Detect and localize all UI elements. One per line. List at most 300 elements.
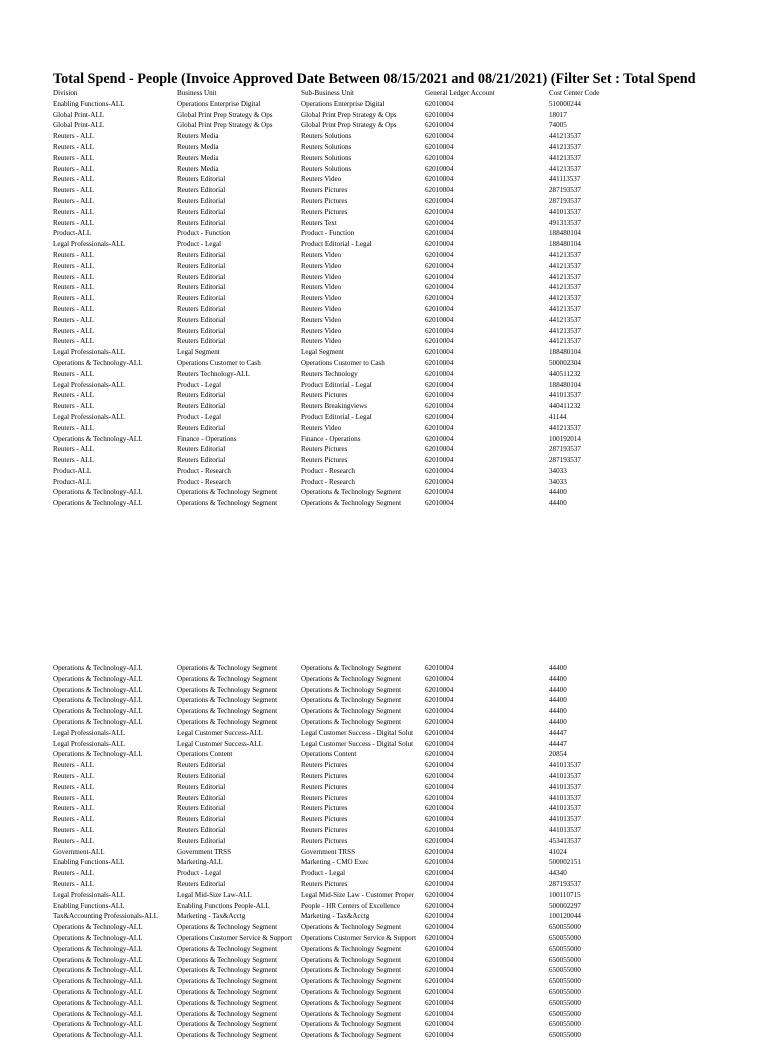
sub-business-unit-cell: Operations & Technology Segment bbox=[301, 696, 402, 705]
business-unit-cell: Reuters Media bbox=[177, 153, 219, 162]
business-unit-cell: Operations & Technology Segment bbox=[177, 998, 278, 1007]
cost-center-code-cell: 650055000 bbox=[549, 1031, 581, 1040]
division-cell: Reuters - ALL bbox=[53, 294, 94, 303]
table-row bbox=[53, 976, 758, 987]
division-cell: Reuters - ALL bbox=[53, 782, 94, 791]
division-cell: Reuters - ALL bbox=[53, 142, 94, 151]
general-ledger-account-cell: 62010004 bbox=[425, 488, 454, 497]
division-cell: Reuters - ALL bbox=[53, 771, 94, 780]
division-cell: Reuters - ALL bbox=[53, 153, 94, 162]
division-cell: Reuters - ALL bbox=[53, 207, 94, 216]
sub-business-unit-cell: Product - Legal bbox=[301, 869, 346, 878]
cost-center-code-cell: 491313537 bbox=[549, 218, 581, 227]
business-unit-cell: Reuters Editorial bbox=[177, 815, 226, 824]
sub-business-unit-cell: Operations Content bbox=[301, 750, 357, 759]
business-unit-cell: Reuters Editorial bbox=[177, 337, 226, 346]
cost-center-code-cell: 510000244 bbox=[549, 99, 581, 108]
table-row bbox=[53, 336, 758, 347]
table-row bbox=[53, 99, 758, 110]
sub-business-unit-cell: Reuters Pictures bbox=[301, 391, 348, 400]
sub-business-unit-cell: Reuters Video bbox=[301, 423, 342, 432]
cost-center-code-cell: 100192014 bbox=[549, 434, 581, 443]
division-cell: Operations & Technology-ALL bbox=[53, 933, 143, 942]
division-cell: Legal Professionals-ALL bbox=[53, 728, 125, 737]
sub-business-unit-cell: Product - Research bbox=[301, 466, 355, 475]
cost-center-code-cell: 441213537 bbox=[549, 142, 581, 151]
cost-center-code-cell: 41024 bbox=[549, 847, 567, 856]
cost-center-code-cell: 500002304 bbox=[549, 358, 581, 367]
sub-business-unit-cell: Legal Segment bbox=[301, 348, 344, 357]
general-ledger-account-cell: 62010004 bbox=[425, 391, 454, 400]
general-ledger-account-cell: 62010004 bbox=[425, 685, 454, 694]
table-row bbox=[53, 868, 758, 879]
general-ledger-account-cell: 62010004 bbox=[425, 326, 454, 335]
business-unit-cell: Reuters Editorial bbox=[177, 175, 226, 184]
business-unit-cell: Reuters Editorial bbox=[177, 218, 226, 227]
cost-center-code-cell: 441213537 bbox=[549, 304, 581, 313]
table-row bbox=[53, 944, 758, 955]
division-cell: Reuters - ALL bbox=[53, 869, 94, 878]
sub-business-unit-cell: Operations & Technology Segment bbox=[301, 955, 402, 964]
general-ledger-account-cell: 62010004 bbox=[425, 121, 454, 130]
sub-business-unit-cell: Reuters Pictures bbox=[301, 793, 348, 802]
cost-center-code-cell: 441213537 bbox=[549, 423, 581, 432]
general-ledger-account-cell: 62010004 bbox=[425, 456, 454, 465]
business-unit-cell: Product - Function bbox=[177, 229, 231, 238]
cost-center-code-cell: 650055000 bbox=[549, 977, 581, 986]
table-row bbox=[53, 728, 758, 739]
general-ledger-account-cell: 62010004 bbox=[425, 836, 454, 845]
table-row bbox=[53, 717, 758, 728]
business-unit-cell: Product - Legal bbox=[177, 869, 222, 878]
division-cell: Legal Professionals-ALL bbox=[53, 890, 125, 899]
sub-business-unit-cell: Reuters Pictures bbox=[301, 196, 348, 205]
cost-center-code-cell: 287193537 bbox=[549, 186, 581, 195]
sub-business-unit-cell: Reuters Pictures bbox=[301, 825, 348, 834]
general-ledger-account-cell: 62010004 bbox=[425, 315, 454, 324]
division-cell: Government-ALL bbox=[53, 847, 105, 856]
business-unit-cell: Operations & Technology Segment bbox=[177, 955, 278, 964]
cost-center-code-cell: 650055000 bbox=[549, 955, 581, 964]
sub-business-unit-cell: Reuters Video bbox=[301, 304, 342, 313]
table-row bbox=[53, 901, 758, 912]
division-cell: Operations & Technology-ALL bbox=[53, 696, 143, 705]
general-ledger-account-cell: 62010004 bbox=[425, 977, 454, 986]
sub-business-unit-cell: Operations Enterprise Digital bbox=[301, 99, 385, 108]
general-ledger-account-cell: 62010004 bbox=[425, 466, 454, 475]
sub-business-unit-cell: Reuters Pictures bbox=[301, 456, 348, 465]
business-unit-cell: Reuters Editorial bbox=[177, 771, 226, 780]
business-unit-cell: Finance - Operations bbox=[177, 434, 237, 443]
cost-center-code-cell: 287193537 bbox=[549, 196, 581, 205]
general-ledger-account-cell: 62010004 bbox=[425, 283, 454, 292]
business-unit-cell: Reuters Editorial bbox=[177, 315, 226, 324]
general-ledger-account-cell: 62010004 bbox=[425, 186, 454, 195]
division-cell: Enabling Functions-ALL bbox=[53, 901, 125, 910]
general-ledger-account-cell: 62010004 bbox=[425, 955, 454, 964]
table-row bbox=[53, 185, 758, 196]
business-unit-cell: Operations Customer to Cash bbox=[177, 358, 261, 367]
division-cell: Reuters - ALL bbox=[53, 186, 94, 195]
cost-center-code-cell: 650055000 bbox=[549, 933, 581, 942]
sub-business-unit-cell: Global Print Prep Strategy & Ops bbox=[301, 121, 397, 130]
sub-business-unit-cell: Legal Customer Success - Digital Solut bbox=[301, 739, 414, 748]
table-row bbox=[53, 218, 758, 229]
sub-business-unit-cell: Reuters Video bbox=[301, 283, 342, 292]
business-unit-cell: Reuters Editorial bbox=[177, 825, 226, 834]
table-row bbox=[53, 358, 758, 369]
business-unit-cell: Operations Content bbox=[177, 750, 233, 759]
division-cell: Reuters - ALL bbox=[53, 218, 94, 227]
division-cell: Enabling Functions-ALL bbox=[53, 858, 125, 867]
general-ledger-account-cell: 62010004 bbox=[425, 879, 454, 888]
general-ledger-account-cell: 62010004 bbox=[425, 445, 454, 454]
division-cell: Tax&Accounting Professionals-ALL bbox=[53, 912, 158, 921]
general-ledger-account-cell: 62010004 bbox=[425, 164, 454, 173]
general-ledger-account-cell: 62010004 bbox=[425, 771, 454, 780]
sub-business-unit-cell: Operations & Technology Segment bbox=[301, 977, 402, 986]
division-cell: Reuters - ALL bbox=[53, 402, 94, 411]
table-row bbox=[53, 174, 758, 185]
sub-business-unit-cell: Operations & Technology Segment bbox=[301, 944, 402, 953]
general-ledger-account-cell: 62010004 bbox=[425, 804, 454, 813]
sub-business-unit-cell: Operations & Technology Segment bbox=[301, 664, 402, 672]
table-row bbox=[53, 164, 758, 175]
division-cell: Operations & Technology-ALL bbox=[53, 987, 143, 996]
sub-business-unit-cell: Operations & Technology Segment bbox=[301, 499, 402, 508]
table-row bbox=[53, 836, 758, 847]
business-unit-cell: Operations & Technology Segment bbox=[177, 499, 278, 508]
business-unit-cell: Operations & Technology Segment bbox=[177, 664, 278, 672]
general-ledger-account-cell: 62010004 bbox=[425, 674, 454, 683]
division-cell: Operations & Technology-ALL bbox=[53, 664, 143, 672]
division-cell: Reuters - ALL bbox=[53, 250, 94, 259]
business-unit-cell: Reuters Media bbox=[177, 142, 219, 151]
division-cell: Reuters - ALL bbox=[53, 423, 94, 432]
table-row bbox=[53, 455, 758, 466]
division-cell: Operations & Technology-ALL bbox=[53, 1031, 143, 1040]
cost-center-code-cell: 44400 bbox=[549, 674, 567, 683]
cost-center-code-cell: 441213537 bbox=[549, 294, 581, 303]
general-ledger-account-cell: 62010004 bbox=[425, 912, 454, 921]
cost-center-code-cell: 287193537 bbox=[549, 456, 581, 465]
general-ledger-account-cell: 62010004 bbox=[425, 434, 454, 443]
division-cell: Operations & Technology-ALL bbox=[53, 499, 143, 508]
division-cell: Operations & Technology-ALL bbox=[53, 358, 143, 367]
general-ledger-account-cell: 62010004 bbox=[425, 294, 454, 303]
table-row bbox=[53, 142, 758, 153]
business-unit-cell: Reuters Editorial bbox=[177, 250, 226, 259]
division-cell: Operations & Technology-ALL bbox=[53, 977, 143, 986]
table-row bbox=[53, 380, 758, 391]
division-cell: Operations & Technology-ALL bbox=[53, 750, 143, 759]
cost-center-code-cell: 441213537 bbox=[549, 337, 581, 346]
division-cell: Reuters - ALL bbox=[53, 456, 94, 465]
table-row bbox=[53, 401, 758, 412]
general-ledger-account-cell: 62010004 bbox=[425, 250, 454, 259]
division-cell: Reuters - ALL bbox=[53, 283, 94, 292]
table-row bbox=[53, 228, 758, 239]
sub-business-unit-cell: Legal Customer Success - Digital Solut bbox=[301, 728, 414, 737]
general-ledger-account-cell: 62010004 bbox=[425, 229, 454, 238]
cost-center-code-cell: 441013537 bbox=[549, 771, 581, 780]
division-cell: Legal Professionals-ALL bbox=[53, 240, 125, 249]
division-cell: Reuters - ALL bbox=[53, 836, 94, 845]
general-ledger-account-cell: 62010004 bbox=[425, 750, 454, 759]
division-cell: Operations & Technology-ALL bbox=[53, 434, 143, 443]
table-row bbox=[53, 466, 758, 477]
business-unit-cell: Operations & Technology Segment bbox=[177, 1009, 278, 1018]
sub-business-unit-cell: Product Editorial - Legal bbox=[301, 380, 372, 389]
table-row bbox=[53, 434, 758, 445]
cost-center-code-cell: 100110715 bbox=[549, 890, 581, 899]
division-cell: Reuters - ALL bbox=[53, 196, 94, 205]
page-title: Total Spend - People (Invoice Approved Date Between 08/15/2021 and 08/21/2021) (Filter Set : Total Spend bbox=[53, 71, 696, 87]
business-unit-cell: Reuters Editorial bbox=[177, 391, 226, 400]
table-row bbox=[53, 347, 758, 358]
general-ledger-account-cell: 62010004 bbox=[425, 696, 454, 705]
table-row bbox=[53, 1019, 758, 1030]
sub-business-unit-cell: Reuters Pictures bbox=[301, 186, 348, 195]
sub-business-unit-cell: Finance - Operations bbox=[301, 434, 361, 443]
table-row bbox=[53, 706, 758, 717]
cost-center-code-cell: 650055000 bbox=[549, 987, 581, 996]
division-cell: Reuters - ALL bbox=[53, 304, 94, 313]
table-row bbox=[53, 304, 758, 315]
table-row bbox=[53, 412, 758, 423]
table-row bbox=[53, 933, 758, 944]
cost-center-code-cell: 44400 bbox=[549, 499, 567, 508]
table-row bbox=[53, 911, 758, 922]
table-row bbox=[53, 498, 758, 509]
business-unit-cell: Global Print Prep Strategy & Ops bbox=[177, 110, 273, 119]
cost-center-code-cell: 650055000 bbox=[549, 998, 581, 1007]
business-unit-cell: Reuters Editorial bbox=[177, 782, 226, 791]
division-cell: Legal Professionals-ALL bbox=[53, 739, 125, 748]
cost-center-code-cell: 44400 bbox=[549, 707, 567, 716]
cost-center-code-cell: 188480104 bbox=[549, 380, 581, 389]
table-row bbox=[53, 239, 758, 250]
general-ledger-account-cell: 62010004 bbox=[425, 987, 454, 996]
sub-business-unit-cell: Reuters Pictures bbox=[301, 761, 348, 770]
business-unit-cell: Product - Research bbox=[177, 477, 231, 486]
column-header-division: Division bbox=[53, 89, 78, 97]
sub-business-unit-cell: Product - Research bbox=[301, 477, 355, 486]
sub-business-unit-cell: Reuters Text bbox=[301, 218, 337, 227]
cost-center-code-cell: 441213537 bbox=[549, 315, 581, 324]
division-cell: Reuters - ALL bbox=[53, 175, 94, 184]
general-ledger-account-cell: 62010004 bbox=[425, 110, 454, 119]
cost-center-code-cell: 441013537 bbox=[549, 761, 581, 770]
cost-center-code-cell: 18017 bbox=[549, 110, 567, 119]
cost-center-code-cell: 441013537 bbox=[549, 391, 581, 400]
cost-center-code-cell: 440411232 bbox=[549, 402, 581, 411]
business-unit-cell: Legal Customer Success-ALL bbox=[177, 739, 263, 748]
business-unit-cell: Operations & Technology Segment bbox=[177, 1031, 278, 1040]
sub-business-unit-cell: Reuters Video bbox=[301, 175, 342, 184]
business-unit-cell: Marketing-ALL bbox=[177, 858, 223, 867]
cost-center-code-cell: 74005 bbox=[549, 121, 567, 130]
cost-center-code-cell: 441013537 bbox=[549, 207, 581, 216]
cost-center-code-cell: 650055000 bbox=[549, 966, 581, 975]
table-row bbox=[53, 477, 758, 488]
cost-center-code-cell: 441213537 bbox=[549, 132, 581, 141]
business-unit-cell: Reuters Editorial bbox=[177, 304, 226, 313]
business-unit-cell: Reuters Editorial bbox=[177, 423, 226, 432]
general-ledger-account-cell: 62010004 bbox=[425, 966, 454, 975]
general-ledger-account-cell: 62010004 bbox=[425, 739, 454, 748]
division-cell: Reuters - ALL bbox=[53, 815, 94, 824]
division-cell: Product-ALL bbox=[53, 466, 92, 475]
sub-business-unit-cell: Reuters Video bbox=[301, 315, 342, 324]
cost-center-code-cell: 34033 bbox=[549, 477, 567, 486]
general-ledger-account-cell: 62010004 bbox=[425, 664, 454, 672]
sub-business-unit-cell: Operations Customer to Cash bbox=[301, 358, 385, 367]
table-row bbox=[53, 749, 758, 760]
division-cell: Reuters - ALL bbox=[53, 272, 94, 281]
division-cell: Operations & Technology-ALL bbox=[53, 966, 143, 975]
division-cell: Reuters - ALL bbox=[53, 879, 94, 888]
general-ledger-account-cell: 62010004 bbox=[425, 423, 454, 432]
table-row bbox=[53, 847, 758, 858]
division-cell: Legal Professionals-ALL bbox=[53, 380, 125, 389]
cost-center-code-cell: 44400 bbox=[549, 664, 567, 672]
table-row bbox=[53, 760, 758, 771]
division-cell: Operations & Technology-ALL bbox=[53, 674, 143, 683]
sub-business-unit-cell: Reuters Video bbox=[301, 337, 342, 346]
business-unit-cell: Operations Customer Service & Support bbox=[177, 933, 293, 942]
business-unit-cell: Reuters Media bbox=[177, 164, 219, 173]
sub-business-unit-cell: Marketing - Tax&Acctg bbox=[301, 912, 370, 921]
sub-business-unit-cell: Reuters Video bbox=[301, 294, 342, 303]
sub-business-unit-cell: Reuters Pictures bbox=[301, 771, 348, 780]
business-unit-cell: Operations & Technology Segment bbox=[177, 944, 278, 953]
general-ledger-account-cell: 62010004 bbox=[425, 175, 454, 184]
cost-center-code-cell: 441013537 bbox=[549, 804, 581, 813]
business-unit-cell: Product - Legal bbox=[177, 380, 222, 389]
cost-center-code-cell: 650055000 bbox=[549, 923, 581, 932]
business-unit-cell: Operations & Technology Segment bbox=[177, 1020, 278, 1029]
general-ledger-account-cell: 62010004 bbox=[425, 890, 454, 899]
business-unit-cell: Reuters Editorial bbox=[177, 445, 226, 454]
cost-center-code-cell: 440511232 bbox=[549, 369, 581, 378]
business-unit-cell: Reuters Media bbox=[177, 132, 219, 141]
sub-business-unit-cell: Marketing - CMO Exec bbox=[301, 858, 369, 867]
business-unit-cell: Reuters Editorial bbox=[177, 402, 226, 411]
general-ledger-account-cell: 62010004 bbox=[425, 358, 454, 367]
sub-business-unit-cell: Reuters Pictures bbox=[301, 445, 348, 454]
table-row bbox=[53, 282, 758, 293]
general-ledger-account-cell: 62010004 bbox=[425, 815, 454, 824]
sub-business-unit-cell: Reuters Solutions bbox=[301, 132, 352, 141]
division-cell: Reuters - ALL bbox=[53, 761, 94, 770]
table-row bbox=[53, 261, 758, 272]
sub-business-unit-cell: People - HR Centers of Excellence bbox=[301, 901, 401, 910]
spend-table-page-1 bbox=[53, 88, 758, 509]
general-ledger-account-cell: 62010004 bbox=[425, 707, 454, 716]
division-cell: Reuters - ALL bbox=[53, 804, 94, 813]
division-cell: Reuters - ALL bbox=[53, 391, 94, 400]
cost-center-code-cell: 188480104 bbox=[549, 348, 581, 357]
sub-business-unit-cell: Operations & Technology Segment bbox=[301, 488, 402, 497]
business-unit-cell: Product - Legal bbox=[177, 412, 222, 421]
sub-business-unit-cell: Operations & Technology Segment bbox=[301, 923, 402, 932]
general-ledger-account-cell: 62010004 bbox=[425, 304, 454, 313]
sub-business-unit-cell: Reuters Pictures bbox=[301, 804, 348, 813]
column-header-general-ledger-account: General Ledger Account bbox=[425, 89, 495, 97]
business-unit-cell: Operations & Technology Segment bbox=[177, 923, 278, 932]
division-cell: Enabling Functions-ALL bbox=[53, 99, 125, 108]
general-ledger-account-cell: 62010004 bbox=[425, 923, 454, 932]
cost-center-code-cell: 500002297 bbox=[549, 901, 581, 910]
division-cell: Operations & Technology-ALL bbox=[53, 944, 143, 953]
cost-center-code-cell: 441013537 bbox=[549, 782, 581, 791]
business-unit-cell: Reuters Editorial bbox=[177, 804, 226, 813]
sub-business-unit-cell: Operations & Technology Segment bbox=[301, 998, 402, 1007]
sub-business-unit-cell: Operations Customer Service & Support bbox=[301, 933, 417, 942]
division-cell: Reuters - ALL bbox=[53, 315, 94, 324]
general-ledger-account-cell: 62010004 bbox=[425, 761, 454, 770]
division-cell: Reuters - ALL bbox=[53, 132, 94, 141]
business-unit-cell: Operations & Technology Segment bbox=[177, 674, 278, 683]
cost-center-code-cell: 100120044 bbox=[549, 912, 581, 921]
table-row bbox=[53, 879, 758, 890]
sub-business-unit-cell: Reuters Pictures bbox=[301, 836, 348, 845]
business-unit-cell: Legal Mid-Size Law-ALL bbox=[177, 890, 252, 899]
cost-center-code-cell: 650055000 bbox=[549, 1020, 581, 1029]
sub-business-unit-cell: Reuters Video bbox=[301, 272, 342, 281]
sub-business-unit-cell: Operations & Technology Segment bbox=[301, 966, 402, 975]
sub-business-unit-cell: Reuters Pictures bbox=[301, 207, 348, 216]
cost-center-code-cell: 44447 bbox=[549, 728, 567, 737]
general-ledger-account-cell: 62010004 bbox=[425, 717, 454, 726]
division-cell: Global Print-ALL bbox=[53, 110, 105, 119]
sub-business-unit-cell: Operations & Technology Segment bbox=[301, 685, 402, 694]
table-row bbox=[53, 825, 758, 836]
general-ledger-account-cell: 62010004 bbox=[425, 207, 454, 216]
sub-business-unit-cell: Reuters Solutions bbox=[301, 153, 352, 162]
business-unit-cell: Enabling Functions People-ALL bbox=[177, 901, 270, 910]
table-row bbox=[53, 250, 758, 261]
table-row bbox=[53, 998, 758, 1009]
cost-center-code-cell: 44400 bbox=[549, 488, 567, 497]
business-unit-cell: Product - Legal bbox=[177, 240, 222, 249]
cost-center-code-cell: 188480104 bbox=[549, 240, 581, 249]
column-header-business-unit: Business Unit bbox=[177, 89, 217, 97]
general-ledger-account-cell: 62010004 bbox=[425, 1009, 454, 1018]
table-row bbox=[53, 955, 758, 966]
division-cell: Product-ALL bbox=[53, 229, 92, 238]
general-ledger-account-cell: 62010004 bbox=[425, 153, 454, 162]
table-row bbox=[53, 695, 758, 706]
business-unit-cell: Reuters Editorial bbox=[177, 283, 226, 292]
division-cell: Reuters - ALL bbox=[53, 369, 94, 378]
table-row bbox=[53, 857, 758, 868]
general-ledger-account-cell: 62010004 bbox=[425, 825, 454, 834]
column-header-sub-business-unit: Sub-Business Unit bbox=[301, 89, 355, 97]
table-row bbox=[53, 1009, 758, 1020]
column-header-cost-center-code: Cost Center Code bbox=[549, 89, 600, 97]
table-row bbox=[53, 487, 758, 498]
cost-center-code-cell: 188480104 bbox=[549, 229, 581, 238]
cost-center-code-cell: 441213537 bbox=[549, 326, 581, 335]
table-row bbox=[53, 674, 758, 685]
business-unit-cell: Reuters Editorial bbox=[177, 272, 226, 281]
table-row bbox=[53, 890, 758, 901]
table-row bbox=[53, 922, 758, 933]
cost-center-code-cell: 441013537 bbox=[549, 815, 581, 824]
general-ledger-account-cell: 62010004 bbox=[425, 901, 454, 910]
